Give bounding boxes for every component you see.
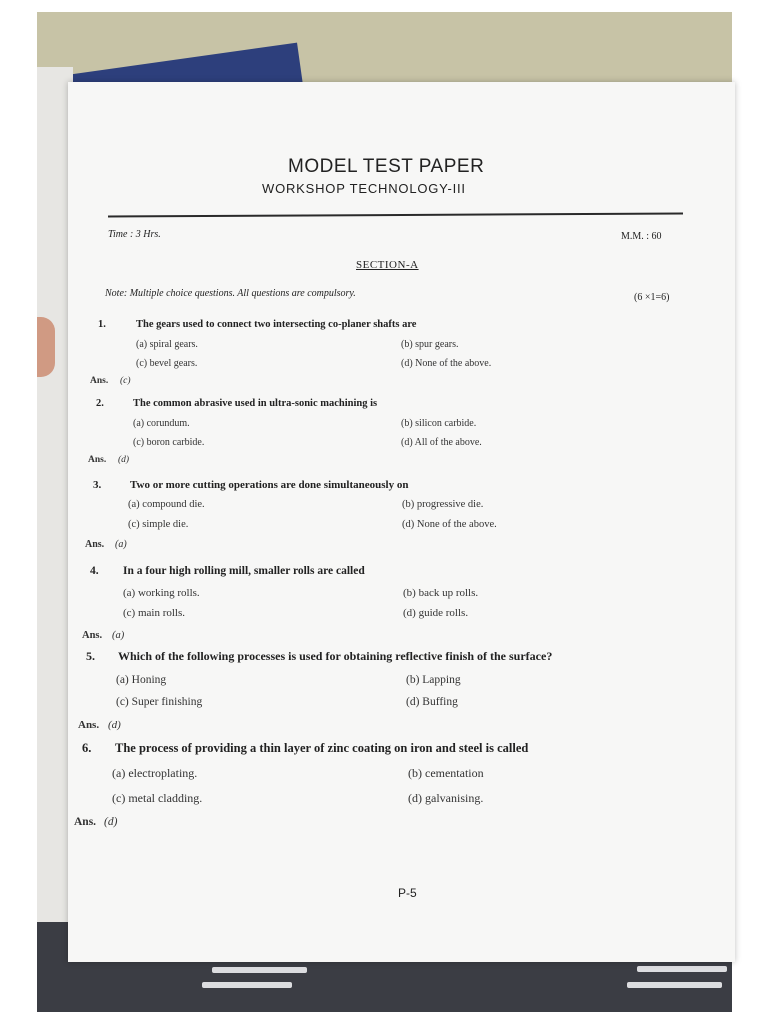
answer-label: Ans. xyxy=(85,539,105,550)
option-b: (b) Lapping xyxy=(406,674,461,686)
option-a: (a) Honing xyxy=(116,674,167,686)
answer-value: (a) xyxy=(115,539,127,550)
max-marks: M.M. : 60 xyxy=(621,231,662,242)
paper-title: MODEL TEST PAPER xyxy=(288,156,485,177)
desk-stripe xyxy=(202,982,292,988)
option-d: (d) All of the above. xyxy=(401,437,482,448)
header-rule xyxy=(108,212,683,217)
answer-value: (d) xyxy=(104,816,118,828)
option-b: (b) spur gears. xyxy=(401,339,459,350)
option-b: (b) silicon carbide. xyxy=(401,418,477,429)
option-a: (a) spiral gears. xyxy=(136,339,198,350)
option-d: (d) None of the above. xyxy=(402,519,497,530)
question-number: 4. xyxy=(90,565,99,577)
option-b: (b) cementation xyxy=(408,766,484,780)
question-text: The gears used to connect two intersecting co-planer shafts are xyxy=(136,319,417,330)
option-c: (c) simple die. xyxy=(128,519,189,530)
question-number: 1. xyxy=(98,319,106,330)
instructions-note: Note: Multiple choice questions. All questions are compulsory. xyxy=(105,288,356,299)
option-a: (a) corundum. xyxy=(133,418,190,429)
question-paper xyxy=(68,82,735,962)
option-d: (d) Buffing xyxy=(406,696,458,708)
section-marks: (6 ×1=6) xyxy=(634,292,670,303)
question-text: Which of the following processes is used for obtaining reflective finish of the surface? xyxy=(118,649,553,663)
desk-stripe xyxy=(637,966,727,972)
option-b: (b) progressive die. xyxy=(402,499,484,510)
option-c: (c) boron carbide. xyxy=(133,437,205,448)
question-text: The process of providing a thin layer of zinc coating on iron and steel is called xyxy=(115,741,529,755)
answer-value: (d) xyxy=(118,455,130,465)
question-number: 5. xyxy=(86,649,95,663)
option-a: (a) compound die. xyxy=(128,499,205,510)
option-c: (c) main rolls. xyxy=(123,607,186,619)
answer-label: Ans. xyxy=(78,719,100,731)
answer-value: (c) xyxy=(120,376,131,386)
option-c: (c) Super finishing xyxy=(116,696,203,708)
option-a: (a) electroplating. xyxy=(112,766,198,780)
option-b: (b) back up rolls. xyxy=(403,587,479,599)
answer-label: Ans. xyxy=(88,455,107,465)
page-number: P-5 xyxy=(398,886,417,900)
option-d: (d) galvanising. xyxy=(408,791,484,805)
question-text: In a four high rolling mill, smaller rolls are called xyxy=(123,565,365,577)
answer-label: Ans. xyxy=(90,376,109,386)
option-d: (d) None of the above. xyxy=(401,358,492,369)
option-d: (d) guide rolls. xyxy=(403,607,469,619)
time-allowed: Time : 3 Hrs. xyxy=(108,229,161,240)
question-text: Two or more cutting operations are done simultaneously on xyxy=(130,479,409,491)
desk-stripe xyxy=(627,982,722,988)
option-c: (c) metal cladding. xyxy=(112,791,203,805)
answer-value: (a) xyxy=(112,630,125,641)
answer-value: (d) xyxy=(108,719,121,731)
option-a: (a) working rolls. xyxy=(123,587,200,599)
answer-label: Ans. xyxy=(82,630,103,641)
question-number: 2. xyxy=(96,398,104,409)
paper-subtitle: WORKSHOP TECHNOLOGY-III xyxy=(262,181,466,196)
option-c: (c) bevel gears. xyxy=(136,358,198,369)
desk-stripe xyxy=(212,967,307,973)
section-heading: SECTION-A xyxy=(356,259,419,271)
question-text: The common abrasive used in ultra-sonic machining is xyxy=(133,398,378,409)
question-number: 3. xyxy=(93,479,102,491)
question-number: 6. xyxy=(82,741,92,755)
answer-label: Ans. xyxy=(74,816,97,828)
finger xyxy=(37,317,55,377)
